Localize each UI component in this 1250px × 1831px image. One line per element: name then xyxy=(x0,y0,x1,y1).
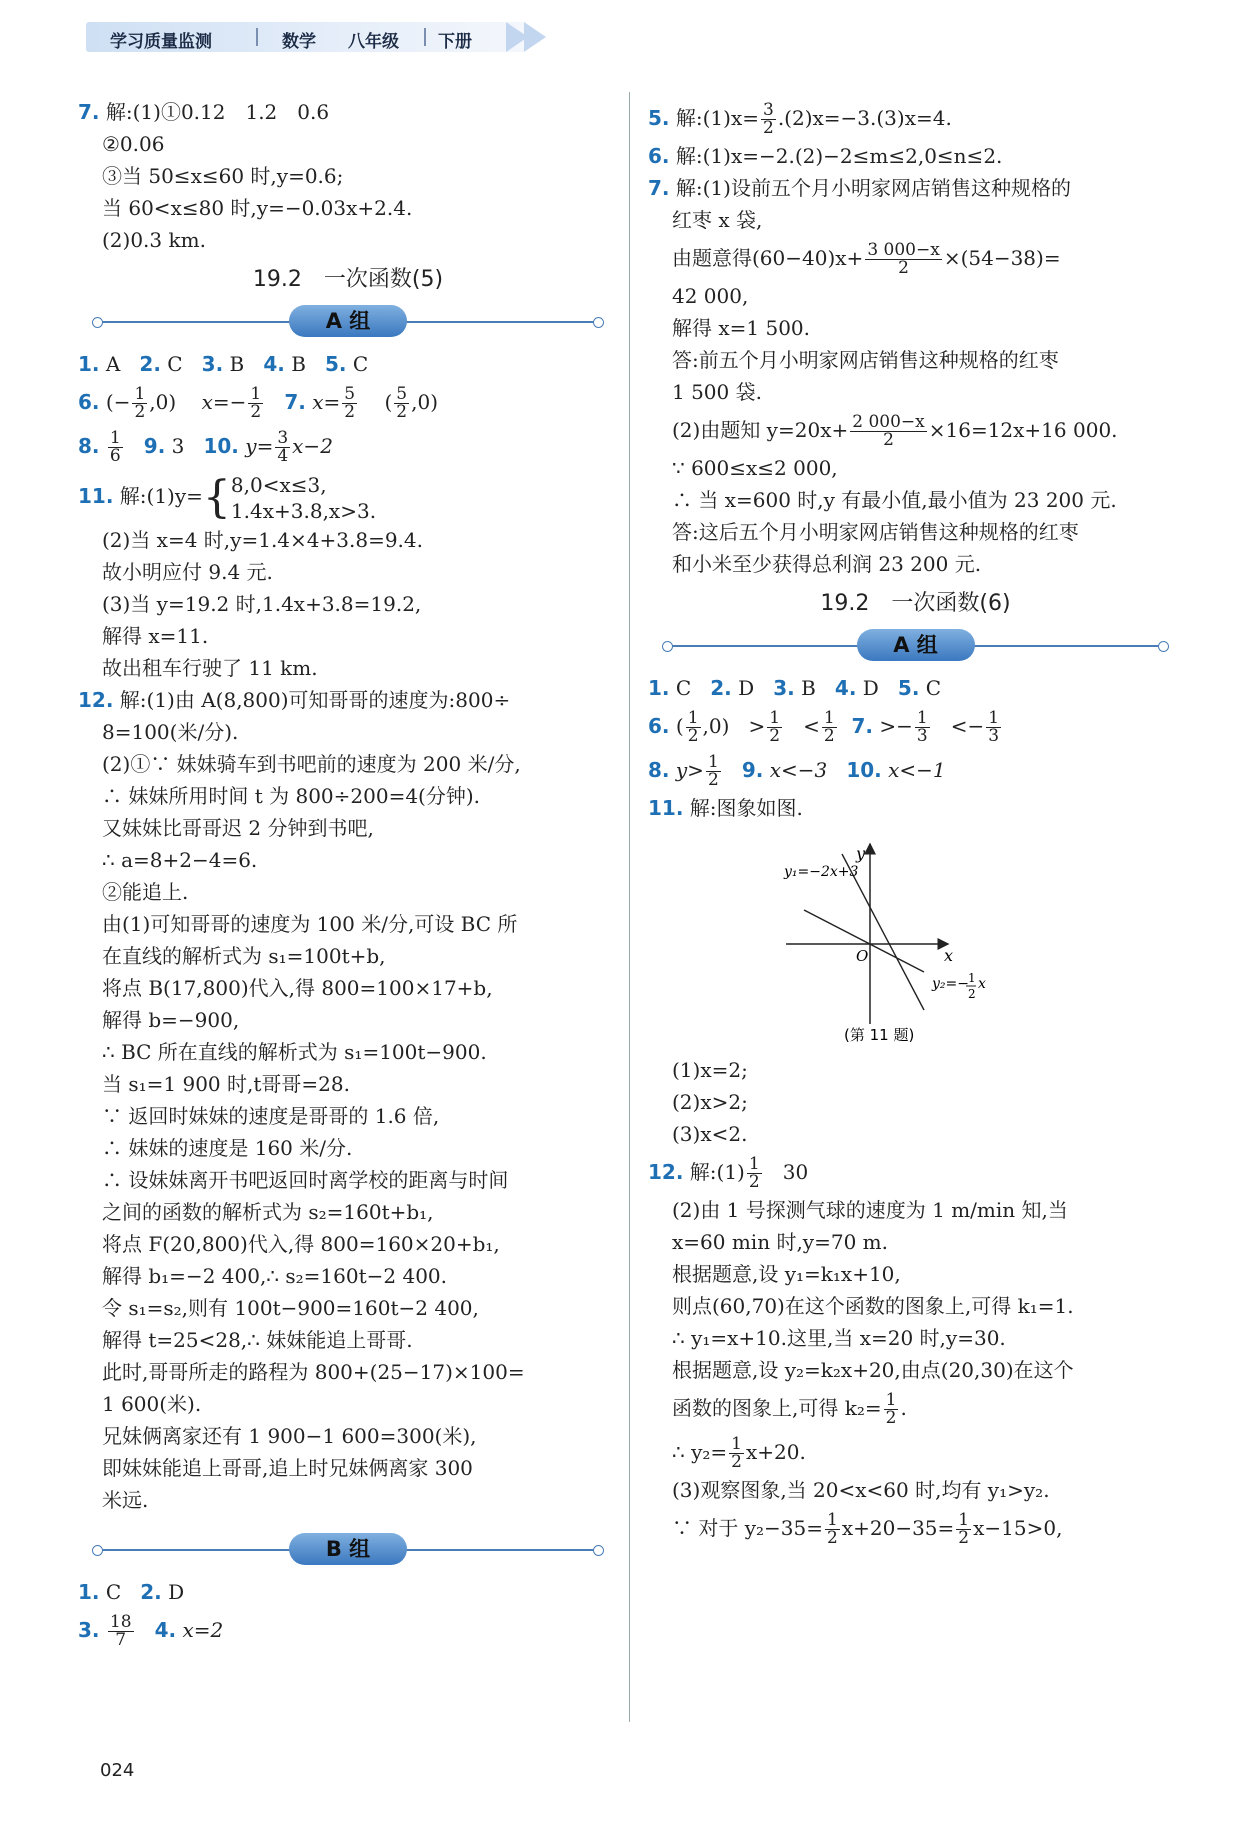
answer-line: 在直线的解析式为 s₁=100t+b, xyxy=(102,944,386,968)
answer-line: 6. 解:(1)x=−2.(2)−2≤m≤2,0≤n≤2. xyxy=(648,144,1003,168)
answer-line: 解得 x=1 500. xyxy=(672,316,811,340)
answer-line: ②0.06 xyxy=(102,132,165,156)
answer-line: ∴ 设妹妹离开书吧返回时离学校的距离与时间 xyxy=(102,1168,509,1192)
left-column xyxy=(78,96,618,1652)
label-y1: y₁=−2x+3 xyxy=(784,864,859,880)
header-grade: 八年级 xyxy=(348,32,399,52)
answer-line: 当 60<x≤80 时,y=−0.03x+2.4. xyxy=(102,196,413,220)
answer-line: 42 000, xyxy=(672,284,749,308)
answer-line: 和小米至少获得总利润 23 200 元. xyxy=(672,552,982,576)
answer-line: 1. C 2. D 3. B 4. D 5. C xyxy=(648,676,942,700)
answer-line: (2)由 1 号探测气球的速度为 1 m/min 知,当 xyxy=(672,1198,1068,1222)
answer-line: 8. $\frac{1}{6}$ 9. 3 10. y= $\frac{3}{4}$ x−2 xyxy=(78,428,333,466)
answer-line: (3)观察图象,当 20<x<60 时,均有 y₁>y₂. xyxy=(672,1478,1050,1502)
answer-line: (2)0.3 km. xyxy=(102,228,206,252)
group-label: B 组 xyxy=(289,1533,407,1565)
answer-line: 红枣 x 袋, xyxy=(672,208,763,232)
answer-line: 解得 t=25<28,∴ 妹妹能追上哥哥. xyxy=(102,1328,413,1352)
answer-line: x=60 min 时,y=70 m. xyxy=(672,1230,888,1254)
answer-line: (1)x=2; xyxy=(672,1058,748,1082)
header-volume: 下册 xyxy=(438,32,472,52)
answer-line: ∴ BC 所在直线的解析式为 s₁=100t−900. xyxy=(102,1040,487,1064)
header-separator xyxy=(256,28,258,46)
running-header xyxy=(86,20,556,54)
answer-line: 12. 解:(1) $\frac{1}{2}$ 30 xyxy=(648,1154,809,1192)
answer-line: 由题意得(60−40)x+ $\frac{3 000-x}{2}$ ×(54−38)= xyxy=(672,240,1061,278)
answer-line: (2)①∵ 妹妹骑车到书吧前的速度为 200 米/分, xyxy=(102,752,521,776)
group-banner xyxy=(78,1530,618,1570)
answer-line: 当 s₁=1 900 时,t哥哥=28. xyxy=(102,1072,350,1096)
group-label: A 组 xyxy=(289,305,407,337)
figure-caption: (第 11 题) xyxy=(844,1026,915,1044)
label-x: x xyxy=(944,946,954,965)
answer-line: (2)当 x=4 时,y=1.4×4+3.8=9.4. xyxy=(102,528,423,552)
answer-line: ③当 50≤x≤60 时,y=0.6; xyxy=(102,164,344,188)
answer-line: ∵ 返回时妹妹的速度是哥哥的 1.6 倍, xyxy=(102,1104,440,1128)
label-origin: O xyxy=(856,947,869,965)
answer-line: ∵ 对于 y₂−35= $\frac{1}{2}$ x+20−35= $\frac{1}{2}$ x−15>0, xyxy=(672,1510,1063,1548)
header-separator xyxy=(424,28,426,46)
answer-line: 解得 x=11. xyxy=(102,624,209,648)
answer-line: (3)当 y=19.2 时,1.4x+3.8=19.2, xyxy=(102,592,422,616)
answer-line: 兄妹俩离家还有 1 900−1 600=300(米), xyxy=(102,1424,477,1448)
answer-line: 11. 解:(1)y={ 8,0<x≤3, 1.4x+3.8,x>3. xyxy=(78,471,377,523)
label-y2: y₂=− xyxy=(932,976,969,992)
answer-line: (3)x<2. xyxy=(672,1122,748,1146)
answer-line: 解得 b₁=−2 400,∴ s₂=160t−2 400. xyxy=(102,1264,448,1288)
answer-line: 答:前五个月小明家网店销售这种规格的红枣 xyxy=(672,348,1059,372)
answer-line: 11. 解:图象如图. xyxy=(648,796,803,820)
group-banner xyxy=(78,302,618,342)
q11-graph xyxy=(648,824,1183,1054)
answer-line: 此时,哥哥所走的路程为 800+(25−17)×100= xyxy=(102,1360,525,1384)
answer-line: ∴ 妹妹所用时间 t 为 800÷200=4(分钟). xyxy=(102,784,481,808)
answer-line: 1 600(米). xyxy=(102,1392,202,1416)
answer-line: ∵ 600≤x≤2 000, xyxy=(672,456,838,480)
answer-line: 米远. xyxy=(102,1488,149,1512)
answer-line: 根据题意,设 y₁=k₁x+10, xyxy=(672,1262,901,1286)
answer-line: 1 500 袋. xyxy=(672,380,762,404)
column-divider xyxy=(629,92,630,1722)
q12-answer xyxy=(78,684,618,1516)
answer-line: 8. y> $\frac{1}{2}$ 9. x<−3 10. x<−1 xyxy=(648,752,946,790)
label-y2-x: x xyxy=(978,976,986,992)
answer-line: ∴ 当 x=600 时,y 有最小值,最小值为 23 200 元. xyxy=(672,488,1117,512)
answer-line: 1. C 2. D xyxy=(78,1580,185,1604)
answer-line: 则点(60,70)在这个函数的图象上,可得 k₁=1. xyxy=(672,1294,1074,1318)
section-title: 19.2 一次函数(5) xyxy=(252,267,444,292)
answer-line: 根据题意,设 y₂=k₂x+20,由点(20,30)在这个 xyxy=(672,1358,1074,1382)
answer-line: 答:这后五个月小明家网店销售这种规格的红枣 xyxy=(672,520,1079,544)
answer-line: 8=100(米/分). xyxy=(102,720,239,744)
label-y2-num: 1 xyxy=(968,971,976,985)
graph-svg xyxy=(648,824,1183,1054)
answer-line: 又妹妹比哥哥迟 2 分钟到书吧, xyxy=(102,816,374,840)
answer-line: ∴ 妹妹的速度是 160 米/分. xyxy=(102,1136,353,1160)
answer-line: 即妹妹能追上哥哥,追上时兄妹俩离家 300 xyxy=(102,1456,473,1480)
page-number: 024 xyxy=(100,1760,135,1781)
answer-line: 7. 解:(1)①0.12 1.2 0.6 xyxy=(78,100,330,124)
group-banner xyxy=(648,626,1183,666)
answer-line: ②能追上. xyxy=(102,880,189,904)
answer-line: 由(1)可知哥哥的速度为 100 米/分,可设 BC 所 xyxy=(102,912,518,936)
answer-line: (2)由题知 y=20x+ $\frac{2 000-x}{2}$ ×16=12x+16 000. xyxy=(672,412,1118,450)
answer-line: 之间的函数的解析式为 s₂=160t+b₁, xyxy=(102,1200,434,1224)
answer-line: 5. 解:(1)x= $\frac{3}{2}$ .(2)x=−3.(3)x=4. xyxy=(648,100,952,138)
answer-line: ∴ y₁=x+10.这里,当 x=20 时,y=30. xyxy=(672,1326,1006,1350)
right-column xyxy=(648,96,1183,1550)
answer-line: 6. (− $\frac{1}{2}$ ,0) x=− $\frac{1}{2}$ 7. x= $\frac{5}{2}$ ( $\frac{5}{2}$ ,0) xyxy=(78,384,439,422)
header-subject: 数学 xyxy=(282,32,316,52)
answer-line: 令 s₁=s₂,则有 100t−900=160t−2 400, xyxy=(102,1296,479,1320)
section-title: 19.2 一次函数(6) xyxy=(820,591,1011,616)
answer-line: ∴ y₂= $\frac{1}{2}$ x+20. xyxy=(672,1434,806,1472)
answer-line: 将点 B(17,800)代入,得 800=100×17+b, xyxy=(102,976,493,1000)
group-label: A 组 xyxy=(857,629,975,661)
answer-line: ∴ a=8+2−4=6. xyxy=(102,848,258,872)
header-book: 学习质量监测 xyxy=(110,32,212,52)
answer-line: 3. $\frac{18}{7}$ 4. x=2 xyxy=(78,1612,224,1650)
answer-line: 函数的图象上,可得 k₂= $\frac{1}{2}$ . xyxy=(672,1390,907,1428)
answer-line: 故小明应付 9.4 元. xyxy=(102,560,273,584)
chevron-icon xyxy=(524,22,546,52)
label-y: y xyxy=(856,844,866,863)
answer-line: 将点 F(20,800)代入,得 800=160×20+b₁, xyxy=(102,1232,500,1256)
answer-line: 1. A 2. C 3. B 4. B 5. C xyxy=(78,352,369,376)
answer-line: (2)x>2; xyxy=(672,1090,748,1114)
answer-line: 6. ( $\frac{1}{2}$ ,0) > $\frac{1}{2}$ < $\frac{1}{2}$ 7. >− $\frac{1}{3}$ <− $\frac{1}{3}$ xyxy=(648,708,1000,746)
answer-line: 7. 解:(1)设前五个月小明家网店销售这种规格的 xyxy=(648,176,1071,200)
answer-line: 12. 解:(1)由 A(8,800)可知哥哥的速度为:800÷ xyxy=(78,688,511,712)
label-y2-den: 2 xyxy=(968,987,976,1001)
answer-line: 解得 b=−900, xyxy=(102,1008,240,1032)
answer-line: 故出租车行驶了 11 km. xyxy=(102,656,318,680)
